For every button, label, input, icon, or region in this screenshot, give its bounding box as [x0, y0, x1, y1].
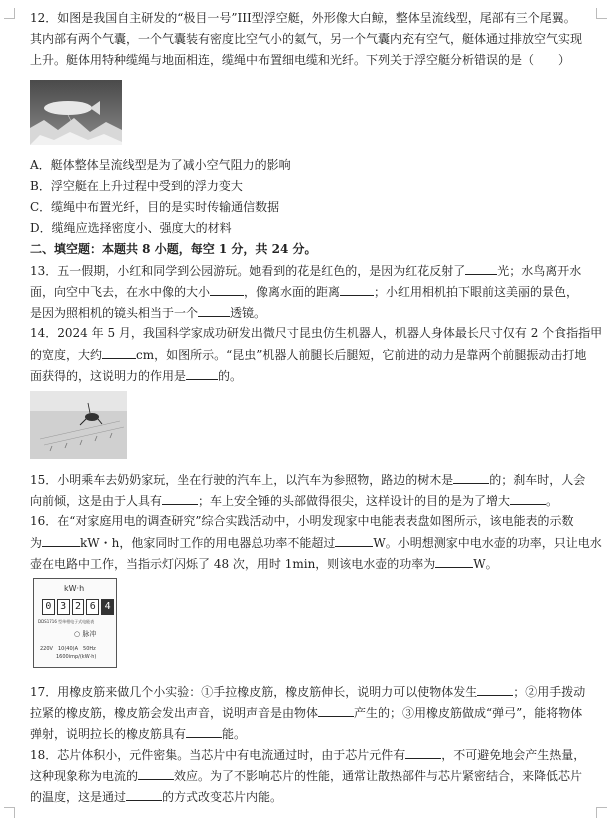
q15-line-2: 向前倾，这是由于人具有 ；车上安全锤的头部做得很尖，这样设计的目的是为了增大 。 — [30, 494, 559, 508]
q17-line-3: 弹射，说明拉长的橡皮筋具有 能。 — [30, 727, 247, 741]
q12-line-1: 12．如图是我国自主研发的“极目一号”III型浮空艇，外形像大白鲸，整体呈流线型，尾部有三个尾翼。 — [30, 11, 576, 25]
meter-constant: 1600imp/(kW·h) — [56, 654, 97, 660]
corner-mark-bottom-right — [596, 807, 607, 818]
answer-blank — [465, 263, 497, 275]
answer-blank — [318, 705, 354, 717]
q12-line-2: 其内部有两个气囊，一个气囊装有密度比空气小的氦气，另一个气囊内充有空气，艇体通过排放空气实现 — [30, 32, 583, 46]
section-heading-fill-in: 二、填空题：本题共 8 小题，每空 1 分，共 24 分。 — [30, 242, 317, 256]
corner-mark-top-left — [4, 8, 15, 19]
insect-robot-photo — [30, 391, 127, 459]
answer-blank — [198, 305, 230, 317]
answer-blank — [477, 684, 513, 696]
answer-blank — [162, 493, 198, 505]
answer-blank — [453, 472, 489, 484]
q12-option-c: C．缆绳中布置光纤，目的是实时传输通信数据 — [30, 200, 280, 214]
answer-blank — [335, 535, 373, 547]
q14-line-2: 的宽度，大约 cm，如图所示。“昆虫”机器人前腿长后腿短，它前进的动力是靠两个前腿振动击打地 — [30, 348, 587, 362]
answer-blank — [405, 747, 441, 759]
answer-blank — [126, 789, 162, 801]
q18-line-3: 的温度，这是通过 的方式改变芯片内能。 — [30, 790, 283, 804]
meter-digit: 6 — [86, 599, 99, 615]
meter-model: DDS1716 型单相电子式电能表 — [38, 619, 95, 624]
q12-option-b: B．浮空艇在上升过程中受到的浮力变大 — [30, 179, 243, 193]
q13-line-3: 是因为照相机的镜头相当于一个 透镜。 — [30, 306, 267, 320]
answer-blank — [340, 284, 374, 296]
answer-blank — [102, 347, 136, 359]
meter-digit: 0 — [42, 599, 55, 615]
q12-option-d: D．缆绳应选择密度小、强度大的材料 — [30, 221, 232, 235]
corner-mark-top-right — [596, 8, 607, 19]
q17-line-2: 拉紧的橡皮筋，橡皮筋会发出声音，说明声音是由物体 产生的；③用橡皮筋做成“弹弓”，能将物体 — [30, 706, 583, 720]
meter-digit: 3 — [57, 599, 70, 615]
meter-reading — [42, 599, 114, 613]
q13-line-2: 面，向空中飞去，在水中像的大小 ，像离水面的距离 ；小红用相机拍下眼前这美丽的景色， — [30, 285, 579, 299]
electric-meter-figure — [33, 578, 117, 668]
answer-blank — [186, 726, 222, 738]
meter-spec: 220V 10(40)A 50Hz — [40, 646, 96, 652]
q16-line-2: 为 kW・h，他家同时工作的用电器总功率不能超过 W。小明想测家中电水壶的功率，只让电水 — [30, 536, 602, 550]
corner-mark-bottom-left — [4, 807, 15, 818]
q16-line-1: 16．在“对家庭用电的调查研究”综合实践活动中，小明发现家中电能表表盘如图所示，该电能表的示数 — [30, 514, 574, 528]
answer-blank — [210, 284, 244, 296]
answer-blank — [186, 368, 218, 380]
q13-line-1: 13．五一假期，小红和同学到公园游玩。她看到的花是红色的，是因为红花反射了 光；水鸟离开水 — [30, 264, 582, 278]
q16-line-3: 壶在电路中工作，当指示灯闪烁了 48 次，用时 1min，则该电水壶的功率为 W。 — [30, 557, 498, 571]
answer-blank — [435, 556, 473, 568]
q15-line-1: 15．小明乘车去奶奶家玩，坐在行驶的汽车上，以汽车为参照物，路边的树木是 的；刹车时，人会 — [30, 473, 586, 487]
q12-option-a: A．艇体整体呈流线型是为了减小空气阻力的影响 — [30, 158, 291, 172]
meter-digit: 2 — [72, 599, 85, 615]
meter-decimal-digit: 4 — [101, 599, 114, 615]
answer-blank — [42, 535, 80, 547]
answer-blank — [510, 493, 546, 505]
answer-blank — [138, 768, 174, 780]
q17-line-1: 17．用橡皮筋来做几个小实验：①手拉橡皮筋，橡皮筋伸长，说明力可以使物体发生 ；②用手拨动 — [30, 685, 586, 699]
q18-line-1: 18．芯片体积小，元件密集。当芯片中有电流通过时，由于芯片元件有 ，不可避免地会产生热量， — [30, 748, 586, 762]
airship-photo — [30, 80, 122, 145]
q14-line-1: 14．2024 年 5 月，我国科学家成功研发出微尺寸昆虫仿生机器人，机器人身体最长尺寸仅有 2 个食指指甲 — [30, 326, 603, 340]
q14-line-3: 面获得的，这说明力的作用是 的。 — [30, 369, 243, 383]
meter-pulse-indicator: ○ 脉冲 — [74, 630, 97, 638]
q12-line-3: 上升。艇体用特种缆绳与地面相连，缆绳中布置细电缆和光纤。下列关于浮空艇分析错误的是（ ） — [30, 53, 571, 67]
q18-line-2: 这种现象称为电流的 效应。为了不影响芯片的性能，通常让散热部件与芯片紧密结合，来降低芯片 — [30, 769, 583, 783]
meter-unit: kW·h — [64, 584, 85, 593]
